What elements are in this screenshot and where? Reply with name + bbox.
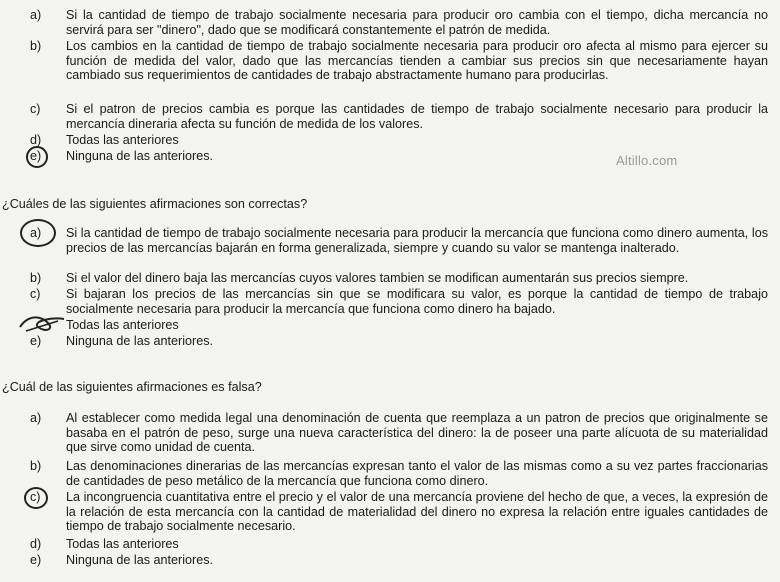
option-text: Al establecer como medida legal una denominación de cuenta que reemplaza a un patron de precios que originalmente se basaba en el patrón de peso, surge una nueva característica del dinero: la de poseer una parte alícuota de su materialidad que sirve como unidad de cuenta. (66, 411, 768, 455)
option-letter: d) (30, 133, 42, 147)
option-text: Los cambios en la cantidad de tiempo de trabajo socialmente necesaria para producir oro afecta al mismo para ejercer su función de medida del valor, dado que las mercancías tienden a cambiar sus precios sin que necesariamente hayan cambiado sus requerimientos de cantidades de trabajo abstractamente humano para producirlas. (66, 39, 768, 83)
option-text: Si el valor del dinero baja las mercancías cuyos valores tambien se modifican aumentarán sus precios siempre. (66, 271, 689, 285)
question-3: ¿Cuál de las siguientes afirmaciones es falsa? (2, 380, 262, 394)
option-text: Ninguna de las anteriores. (66, 334, 214, 348)
answer-circle-mark (20, 219, 56, 247)
option-letter: c) (30, 287, 41, 301)
option-text: Ninguna de las anteriores. (66, 553, 214, 567)
option-text: Si la cantidad de tiempo de trabajo socialmente necesaria para producir la mercancía que funciona como dinero aumenta, los precios de las mercancías bajarán en forma generalizada, siempre y cuando su valor se mantenga inalterado. (66, 226, 768, 255)
option-letter: e) (30, 334, 42, 348)
option-letter: a) (30, 226, 42, 240)
option-text: Ninguna de las anteriores. (66, 149, 214, 163)
option-letter: e) (30, 149, 42, 163)
option-letter: b) (30, 459, 42, 473)
option-letter: a) (30, 411, 42, 425)
option-letter: c) (30, 102, 41, 116)
option-text: Todas las anteriores (66, 318, 179, 332)
option-text: Si el patron de precios cambia es porque las cantidades de tiempo de trabajo socialmente necesario para producir la mercancía dineraria afecta su función de medida de los valores. (66, 102, 768, 131)
option-text: Todas las anteriores (66, 133, 179, 147)
option-letter: d) (30, 537, 42, 551)
answer-circle-mark (26, 146, 48, 168)
option-text: Las denominaciones dinerarias de las mercancías expresan tanto el valor de las mismas como a su vez partes fraccionarias de cantidades de peso metálico de la mercancía que funciona como dinero. (66, 459, 768, 488)
option-letter: b) (30, 271, 42, 285)
option-letter: b) (30, 39, 42, 53)
watermark: Altillo.com (616, 153, 678, 168)
option-text: Todas las anteriores (66, 537, 179, 551)
option-letter: c) (30, 490, 41, 504)
option-letter: e) (30, 553, 42, 567)
answer-circle-mark (24, 487, 48, 509)
scribble-mark (18, 313, 68, 335)
option-text: Si la cantidad de tiempo de trabajo socialmente necesaria para producir oro cambia con el tiempo, dicha mercancía no servirá para ser "dinero", dado que se modificará constantemente el patrón de medida. (66, 8, 768, 37)
question-2: ¿Cuáles de las siguientes afirmaciones son correctas? (2, 197, 308, 211)
option-letter: a) (30, 8, 42, 22)
option-text: La incongruencia cuantitativa entre el precio y el valor de una mercancía proviene del hecho de que, a veces, la expresión de la relación de esta mercancía con la cantidad de materialidad del dinero no expresa la relación entre iguales cantidades de tiempo de trabajo socialmente necesario. (66, 490, 768, 534)
option-text: Si bajaran los precios de las mercancías sin que se modificara su valor, es porque la cantidad de tiempo de trabajo socialmente necesaria para producir la mercancía que funciona como dinero ha bajado. (66, 287, 768, 316)
